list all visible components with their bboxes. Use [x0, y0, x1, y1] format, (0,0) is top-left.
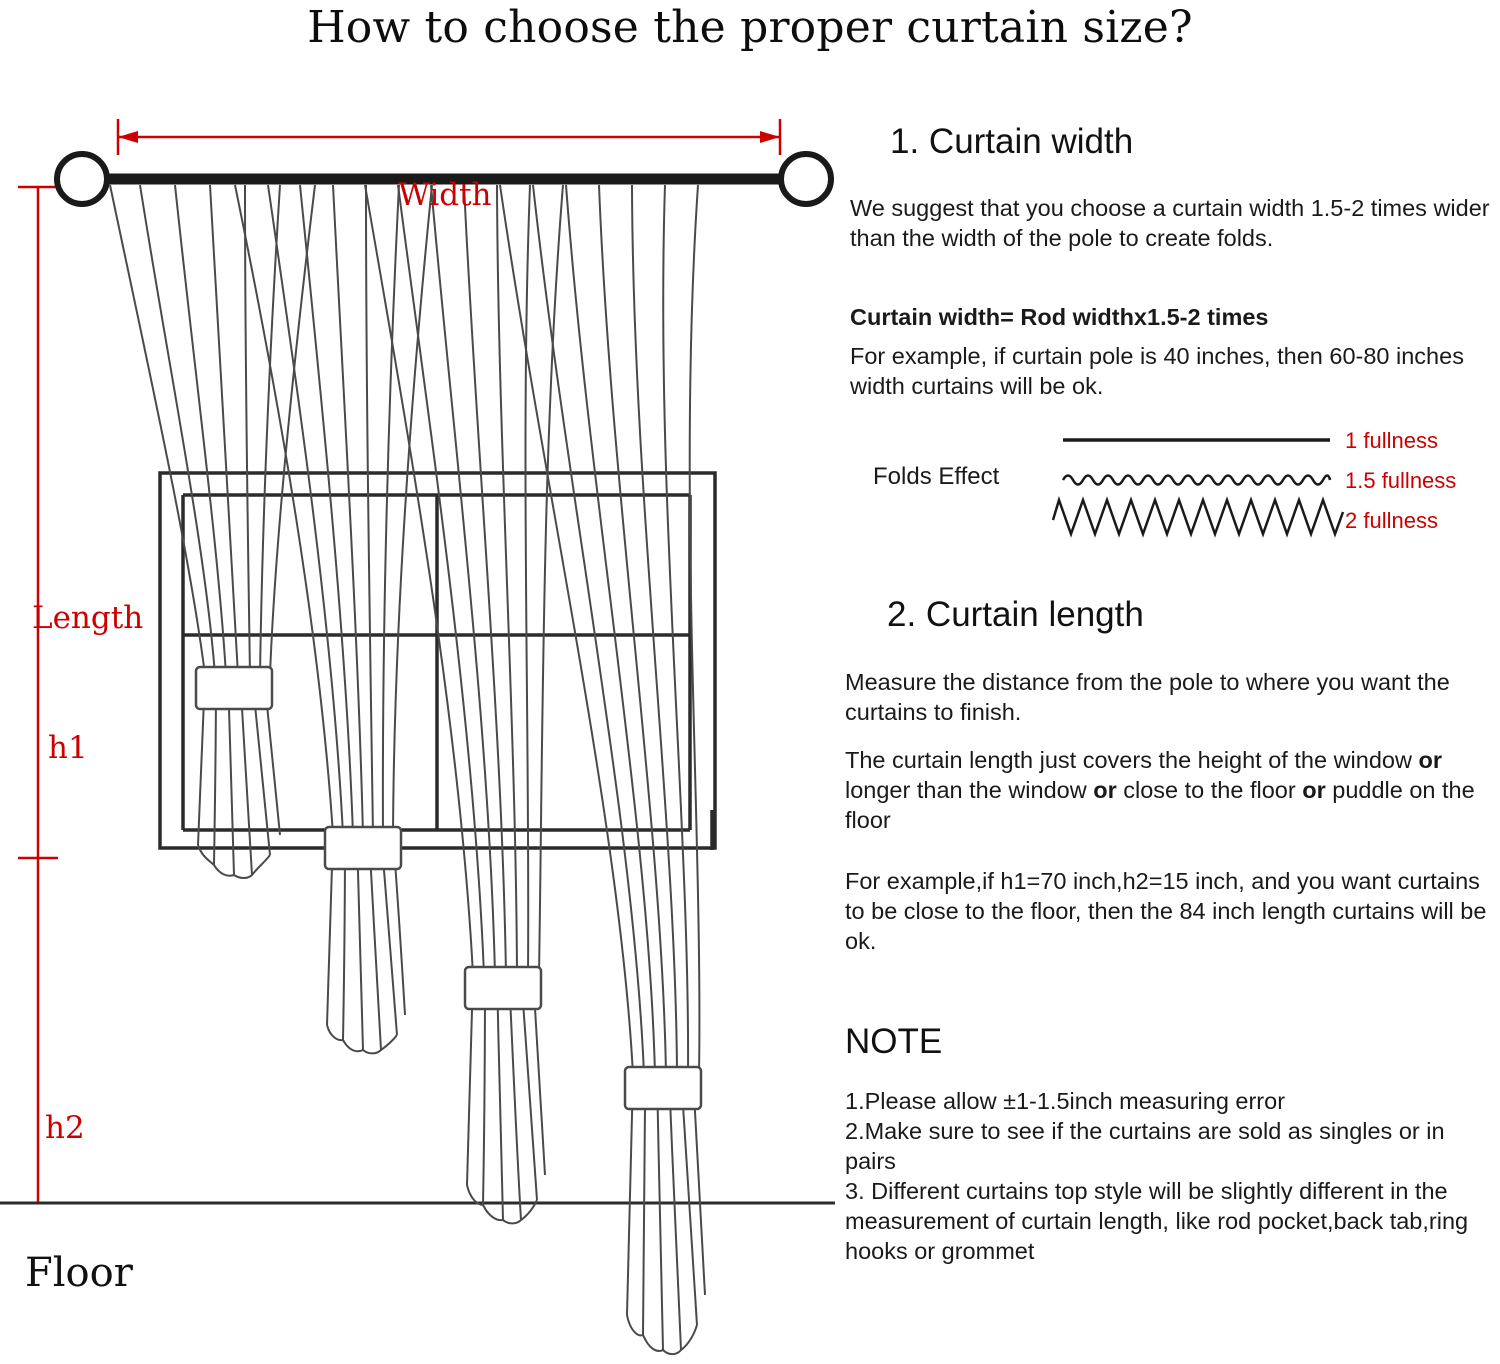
section-2-p2-or-2: or: [1093, 777, 1117, 803]
curtain-diagram: [0, 75, 840, 1364]
section-1-example: For example, if curtain pole is 40 inches, then 60-80 inches width curtains will be ok.: [850, 343, 1464, 399]
label-h1: h1: [48, 730, 88, 766]
section-2-p2-e: puddle on the floor: [845, 777, 1475, 833]
page-title: How to choose the proper curtain size?: [307, 2, 1193, 53]
label-h2: h2: [45, 1110, 85, 1146]
section-2-paragraph-2: [845, 745, 1495, 835]
curtain-drapes: [110, 185, 705, 1354]
section-2-p2-or-3: or: [1302, 777, 1326, 803]
section-2-paragraph-1: Measure the distance from the pole to where you want the curtains to finish.: [845, 669, 1450, 725]
folds-effect-block: [845, 418, 1500, 553]
width-dimension-line: [118, 119, 780, 155]
section-2-heading: 2. Curtain length: [887, 595, 1144, 634]
fullness-label-2: 1.5 fullness: [1345, 468, 1457, 493]
section-2-example: For example,if h1=70 inch,h2=15 inch, and you want curtains to be close to the floor, then the 84 inch length curtains will be ok.: [845, 868, 1487, 954]
section-2-p2-d: close to the floor: [1116, 777, 1303, 803]
section-1-heading: 1. Curtain width: [890, 122, 1134, 161]
note-item-2: 2.Make sure to see if the curtains are sold as singles or in pairs: [845, 1118, 1445, 1174]
section-2-p2-a: The curtain length just covers the height of the window: [845, 747, 1419, 773]
length-dimension-line: [18, 187, 58, 1203]
curtain-diagram-svg: [0, 75, 840, 1364]
section-2-p2-or-1: or: [1418, 747, 1442, 773]
fullness-label-3: 2 fullness: [1345, 508, 1438, 533]
folds-effect-label: Folds Effect: [873, 463, 1000, 490]
note-list: [845, 1086, 1500, 1266]
section-1-formula: Curtain width= Rod widthx1.5-2 times: [850, 304, 1269, 330]
note-heading: NOTE: [845, 1022, 943, 1061]
label-width: Width: [398, 177, 492, 213]
note-item-3: 3. Different curtains top style will be slightly different in the measurement of curtain length, like rod pocket,back tab,ring hooks or grommet: [845, 1178, 1469, 1264]
section-2-p2-c: longer than the window: [845, 777, 1094, 803]
label-length: Length: [32, 600, 144, 636]
label-floor: Floor: [25, 1250, 133, 1296]
window-frame: [160, 473, 715, 850]
text-column: [845, 0, 1500, 1364]
fullness-label-1: 1 fullness: [1345, 428, 1438, 453]
section-1-paragraph-1: We suggest that you choose a curtain width 1.5-2 times wider than the width of the pole to create folds.: [850, 195, 1490, 251]
note-item-1: 1.Please allow ±1-1.5inch measuring error: [845, 1088, 1286, 1114]
